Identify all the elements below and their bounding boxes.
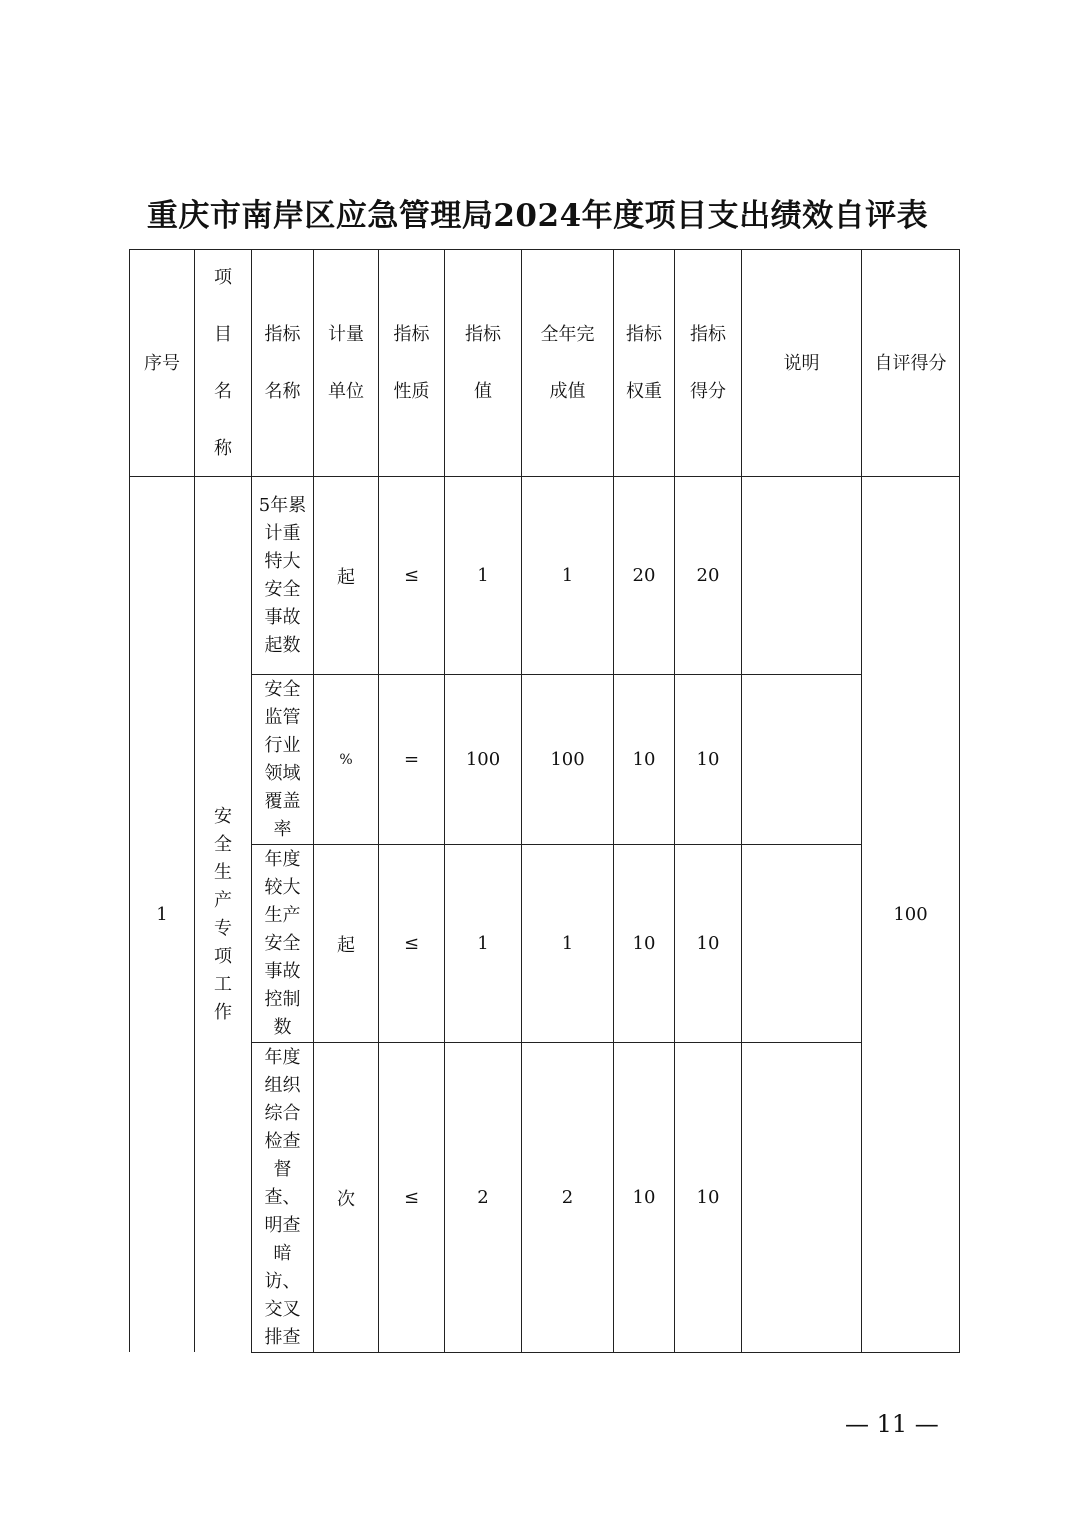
unit: 次 (313, 1042, 379, 1353)
indicator-name: 5年累计重特大安全事故起数 (251, 476, 314, 675)
header-seq: 序号 (129, 249, 195, 477)
group-project-text: 安全生产专项工作 (213, 805, 232, 1023)
header-indicator-name-text: 指标名称 (264, 324, 301, 402)
actual: 2 (521, 1042, 614, 1353)
header-value-text: 指标值 (465, 324, 501, 402)
group-seq: 1 (129, 476, 195, 1352)
value: 1 (444, 844, 522, 1043)
header-actual (521, 249, 614, 477)
header-project-text: 项目名称 (213, 267, 232, 459)
nature: ≤ (378, 1042, 445, 1353)
score: 20 (674, 476, 742, 675)
header-self-score-text: 自评得分 (874, 352, 947, 374)
header-note: 说明 (741, 249, 862, 477)
score: 10 (674, 1042, 742, 1353)
header-score (674, 249, 742, 477)
score: 10 (674, 674, 742, 845)
nature: = (378, 674, 445, 845)
weight: 10 (613, 1042, 675, 1353)
value: 2 (444, 1042, 522, 1353)
actual: 1 (521, 476, 614, 675)
nature: ≤ (378, 476, 445, 675)
note (741, 674, 862, 845)
indicator-name: 年度较大生产安全事故控制数 (251, 844, 314, 1043)
weight: 10 (613, 674, 675, 845)
value: 100 (444, 674, 522, 845)
header-indicator-name (251, 249, 314, 477)
header-weight (613, 249, 675, 477)
indicator-name: 安全监管行业领域覆盖率 (251, 674, 314, 845)
header-unit (313, 249, 379, 477)
document-title: 重庆市南岸区应急管理局2024年度项目支出绩效自评表 (146, 198, 929, 234)
header-weight-text: 指标权重 (626, 324, 662, 402)
group-project (194, 476, 252, 1352)
group-self-score: 100 (861, 476, 960, 1353)
weight: 20 (613, 476, 675, 675)
header-project (194, 249, 252, 477)
score: 10 (674, 844, 742, 1043)
header-value (444, 249, 522, 477)
header-actual-text: 全年完成值 (540, 324, 595, 402)
header-nature (378, 249, 445, 477)
actual: 1 (521, 844, 614, 1043)
unit: 起 (313, 476, 379, 675)
header-score-text: 指标得分 (690, 324, 726, 402)
unit: % (313, 674, 379, 845)
nature: ≤ (378, 844, 445, 1043)
page-number: — 11 — (845, 1410, 939, 1438)
header-self-score (861, 249, 960, 477)
unit: 起 (313, 844, 379, 1043)
weight: 10 (613, 844, 675, 1043)
actual: 100 (521, 674, 614, 845)
header-unit-text: 计量单位 (328, 324, 364, 402)
note (741, 844, 862, 1043)
note (741, 476, 862, 675)
header-nature-text: 指标性质 (393, 324, 430, 402)
value: 1 (444, 476, 522, 675)
indicator-name: 年度组织综合检查督查、明查暗访、交叉排查 (251, 1042, 314, 1353)
note (741, 1042, 862, 1353)
